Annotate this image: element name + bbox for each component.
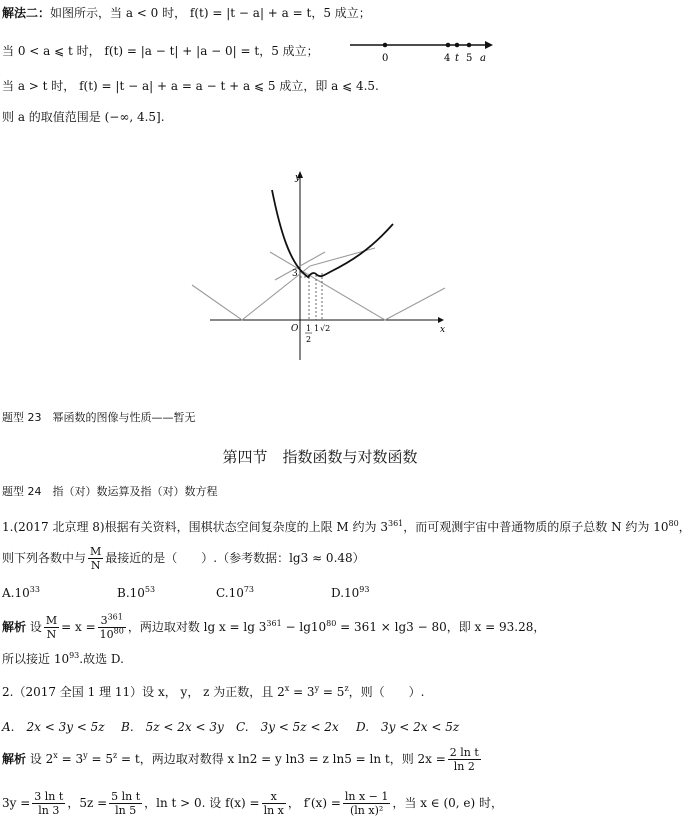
label-a: a [480, 53, 486, 64]
label-0: 0 [382, 53, 389, 64]
opt-label: C.10 [216, 586, 244, 600]
axis-x-label: x [440, 325, 446, 335]
frac-den: N [90, 559, 101, 572]
sol-c2: − lg10 [281, 620, 327, 634]
frac-den: ln 2 [453, 760, 475, 773]
sol2-b: .故选 D. [79, 652, 124, 666]
q1-text-b: ，而可观测宇宙中普通物质的原子总数 N 约为 10 [403, 520, 669, 534]
q1-line2-b: 最接近的是（ ）.（参考数据：lg3 ≈ 0.48） [105, 551, 365, 565]
axis-y-label: y [295, 173, 301, 183]
sol2-exp: 93 [69, 651, 80, 660]
q1-solution-line-2 [2, 652, 124, 666]
topic-23: 题型 23 幂函数的图像与性质——暂无 [2, 411, 196, 424]
function-graph [190, 160, 450, 370]
q2s-e2: y [83, 751, 88, 760]
frac-num: ln x − 1 [344, 790, 389, 803]
q2-solution-line-2 [2, 790, 503, 817]
sol-frac-1 [44, 614, 59, 641]
frac-base: 3 [100, 614, 108, 627]
auxiliary-lines [192, 248, 445, 320]
q1-option-d [331, 586, 369, 600]
frac-num: x [262, 790, 286, 804]
frac-exp: 361 [107, 612, 123, 622]
intro-line-3: 当 a > t 时， f(t) = |t − a| + a = a − t + a ⩽ 5 成立，即 a ⩽ 4.5. [2, 79, 379, 93]
point-0 [383, 43, 388, 48]
label-1: 1 [314, 324, 320, 333]
section-title: 第四节 指数函数与对数函数 [222, 448, 418, 466]
intro-line-1-text: 如图所示，当 a < 0 时， f(t) = |t − a| + a = t，5 成立； [50, 6, 371, 20]
q2l-frac-3 [262, 790, 286, 817]
sol-exp-361: 361 [266, 619, 282, 628]
q2s-e3: z [113, 751, 118, 760]
frac-base: 10 [99, 628, 114, 641]
dashed-guides [300, 273, 322, 320]
opt-exp: 93 [359, 585, 370, 594]
frac-den [98, 628, 126, 641]
q2-sol-frac [448, 746, 481, 773]
frac-num: 2 ln t [449, 746, 479, 759]
label-sqrt2: √2 [320, 324, 331, 333]
frac-exp: 80 [113, 626, 124, 636]
frac-den: ln x [263, 804, 284, 817]
q2-option-c: C. 3y < 5z < 2x [236, 720, 339, 734]
label-half-den: 2 [306, 335, 312, 344]
q1-option-b [117, 586, 155, 600]
sol-c3: = 361 × lg3 − 80，即 x = 93.28， [336, 620, 546, 634]
opt-exp: 33 [29, 585, 40, 594]
q1-solution-line-1 [2, 614, 545, 641]
q2l-e: ，当 x ∈ (0, e) 时， [392, 796, 504, 810]
sol-b: = x = [61, 620, 96, 634]
opt-exp: 73 [243, 585, 255, 594]
sol-c: ，两边取对数 lg x = lg 3 [127, 620, 267, 634]
q1-option-c [216, 586, 254, 600]
q2s-a: 设 2 [29, 752, 54, 766]
intro-line-1 [2, 6, 371, 20]
q2s-c: = 5 [87, 752, 113, 766]
frac-den: (ln x)² [349, 804, 384, 817]
label-half-num: 1 [306, 324, 312, 333]
frac-num: M [45, 614, 58, 627]
q2l-a: 3y = [2, 796, 31, 810]
q1-line2-a: 则下列各数中与 [2, 551, 87, 565]
q1-solution-label: 解析 [2, 620, 27, 634]
sol-exp-80: 80 [326, 619, 337, 628]
q1-fraction [88, 545, 103, 572]
q2l-frac-4 [343, 790, 391, 817]
sol2-a: 所以接近 10 [2, 652, 70, 666]
q1-text-a: 1.(2017 北京理 8)根据有关资料，围棋状态空间复杂度的上限 M 约为 3 [2, 520, 388, 534]
label-5: 5 [466, 53, 473, 64]
point-5 [467, 43, 472, 48]
intro-line-2: 当 0 < a ⩽ t 时， f(t) = |a − t| + |a − 0| = t，5 成立； [2, 44, 319, 58]
q2l-d: ， f′(x) = [287, 796, 341, 810]
q2-line-1 [2, 685, 424, 699]
q2-e2: y [314, 684, 320, 693]
frac-den: ln 5 [115, 804, 137, 817]
q2-option-b: B. 5z < 2x < 3y [121, 720, 224, 734]
point-4 [446, 43, 451, 48]
frac-den: N [46, 628, 57, 641]
q2-e1: x [284, 684, 290, 693]
q2-e3: z [344, 684, 349, 693]
sol-frac-2 [98, 614, 126, 641]
solution-label: 解法二： [2, 6, 51, 20]
sol-a: 设 [29, 620, 42, 634]
q2-solution-label: 解析 [2, 752, 27, 766]
q1-exp-80: 80 [668, 519, 679, 528]
q1-text-c: ， [678, 520, 691, 534]
q1-option-a [2, 586, 40, 600]
frac-num: 5 ln t [111, 790, 141, 803]
label-4: 4 [444, 53, 451, 64]
q2-option-a: A. 2x < 3y < 5z [2, 720, 105, 734]
q2l-c: ，ln t > 0. 设 f(x) = [144, 796, 260, 810]
opt-label: D.10 [331, 586, 360, 600]
frac-num: 3 ln t [34, 790, 64, 803]
q1-line-1 [2, 520, 691, 534]
number-line-figure [345, 36, 495, 66]
opt-exp: 53 [144, 585, 156, 594]
label-t: t [455, 53, 460, 64]
q2l-frac-1 [32, 790, 65, 817]
label-3: 3 [292, 269, 298, 279]
opt-label: B.10 [117, 586, 145, 600]
opt-label: A.10 [2, 586, 30, 600]
q2-solution-line-1 [2, 746, 483, 773]
q2l-b: ，5z = [67, 796, 108, 810]
q2s-b: = 3 [57, 752, 84, 766]
frac-den: ln 3 [38, 804, 60, 817]
intro-line-4: 则 a 的取值范围是 (−∞, 4.5]. [2, 110, 165, 124]
q1-line-2 [2, 545, 365, 572]
q2-b: = 3 [289, 685, 315, 699]
q2s-d: = t，两边取对数得 x ln2 = y ln3 = z ln5 = ln t，则 2x = [117, 752, 446, 766]
q2-option-d: D. 3y < 2x < 5z [356, 720, 460, 734]
q2l-frac-2 [109, 790, 142, 817]
q1-exp-361: 361 [387, 519, 404, 528]
topic-24: 题型 24 指（对）数运算及指（对）数方程 [2, 485, 218, 498]
point-t [455, 43, 460, 48]
q2-a: 2.（2017 全国 1 理 11）设 x， y， z 为正数，且 2 [2, 685, 285, 699]
frac-num: M [90, 545, 102, 558]
origin-label: O [291, 324, 299, 334]
q2-d: ，则（ ）. [348, 685, 425, 699]
q2-c: = 5 [319, 685, 345, 699]
q2s-e1: x [53, 751, 58, 760]
